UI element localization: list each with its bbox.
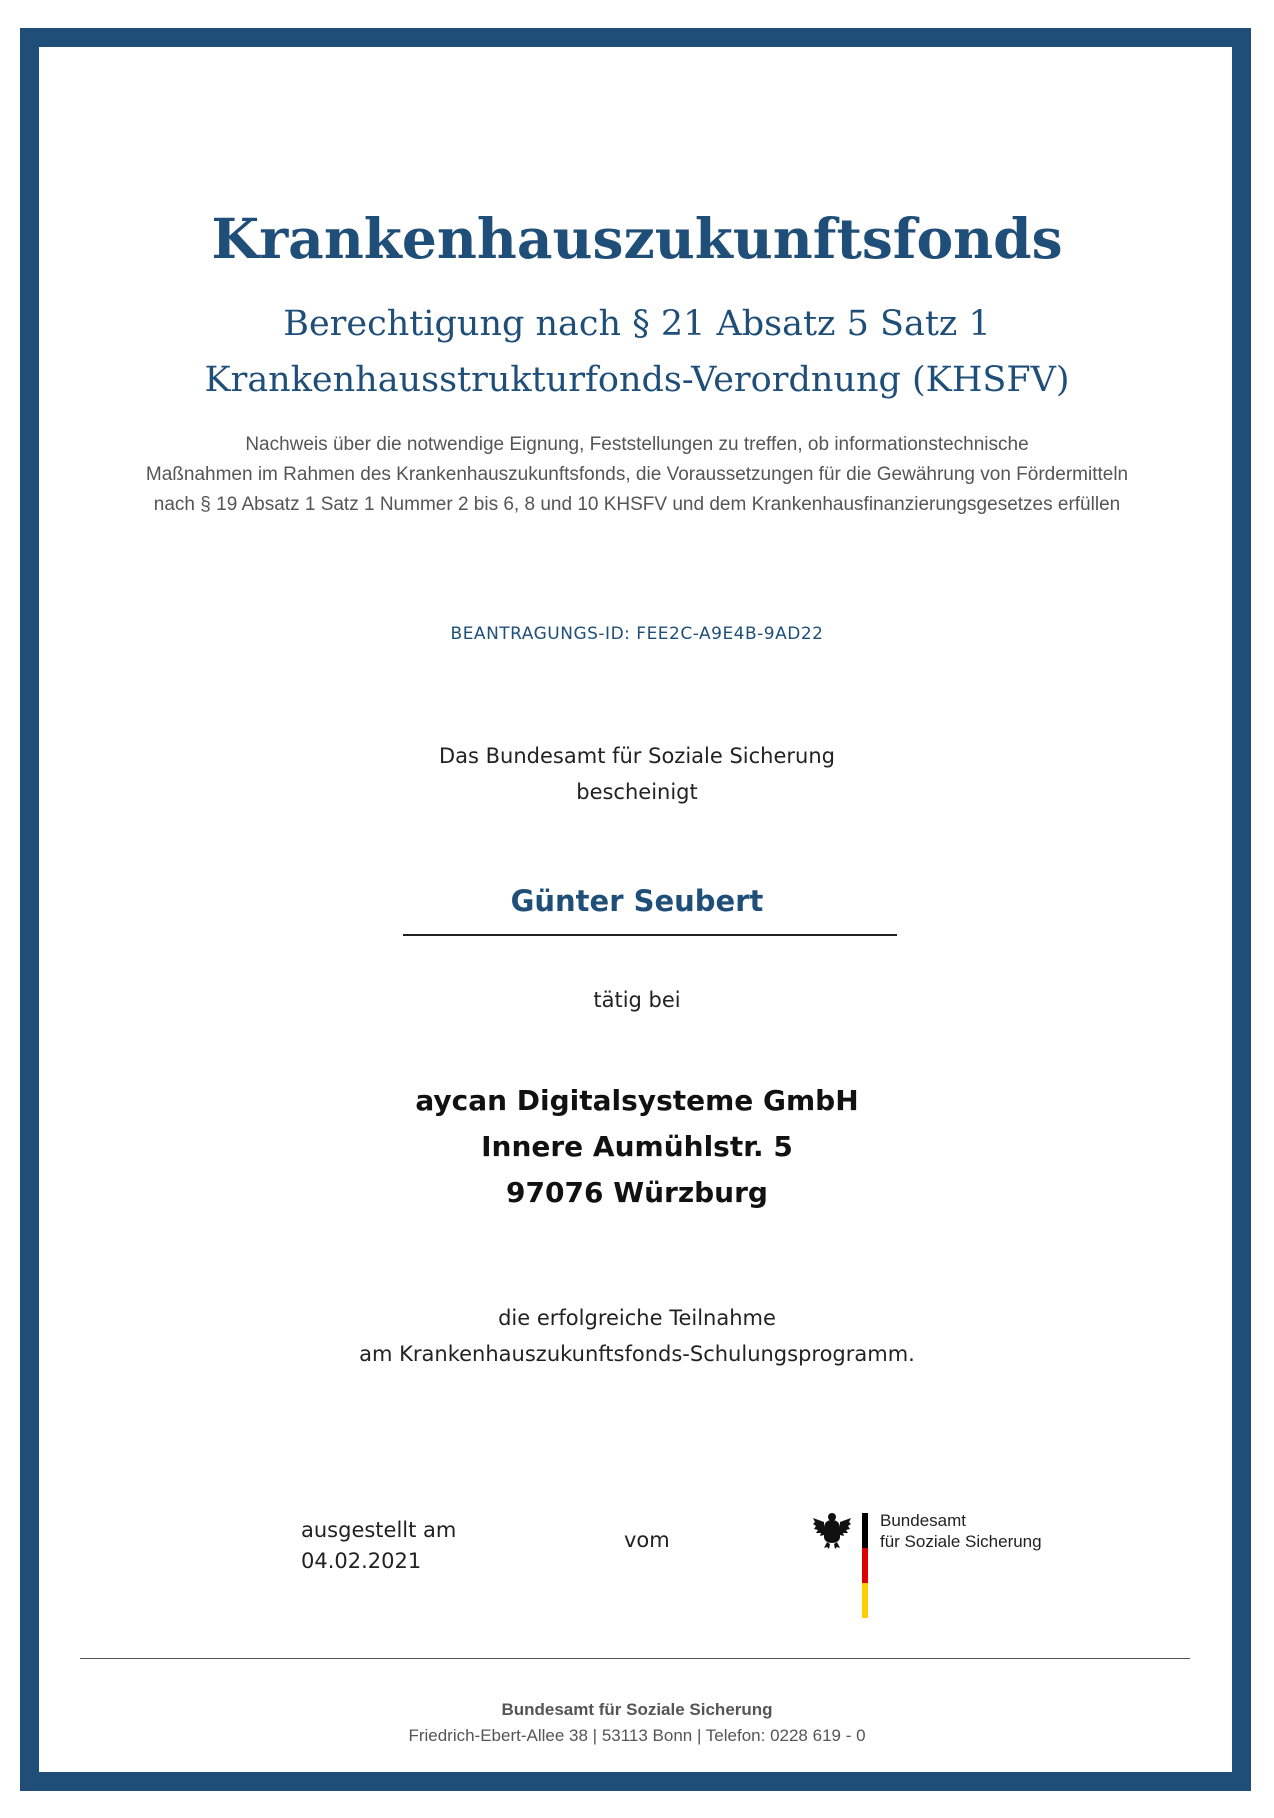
issued-date: 04.02.2021: [301, 1549, 422, 1573]
person-name: Günter Seubert: [510, 884, 764, 918]
footer-address: Friedrich-Ebert-Allee 38 | 53113 Bonn | Telefon: 0228 619 - 0: [408, 1726, 866, 1745]
company-street: Innere Aumühlstr. 5: [481, 1130, 793, 1163]
application-id: BEANTRAGUNGS-ID: FEE2C-A9E4B-9AD22: [450, 624, 824, 644]
document-subtitle: [0, 296, 1274, 408]
certify-line-2: bescheinigt: [576, 780, 698, 804]
subtitle-line-2: Krankenhausstrukturfonds-Verordnung (KHSFV): [204, 360, 1070, 400]
closing-line-2: am Krankenhauszukunftsfonds-Schulungsprogramm.: [359, 1342, 915, 1366]
description-line-3: nach § 19 Absatz 1 Satz 1 Nummer 2 bis 6, 8 und 10 KHSFV und dem Krankenhausfinanzierungsgesetzes erfüllen: [153, 494, 1121, 515]
certify-line-1: Das Bundesamt für Soziale Sicherung: [439, 744, 835, 768]
company-address: [0, 1078, 1274, 1216]
logo-org-line-1: Bundesamt: [880, 1511, 966, 1530]
certify-statement: [0, 738, 1274, 810]
subtitle-line-1: Berechtigung nach § 21 Absatz 5 Satz 1: [283, 304, 991, 344]
closing-line-1: die erfolgreiche Teilnahme: [498, 1306, 776, 1330]
flag-gold: [862, 1583, 868, 1618]
footer-org: Bundesamt für Soziale Sicherung: [501, 1700, 773, 1719]
description-line-1: Nachweis über die notwendige Eignung, Feststellungen zu treffen, ob informationstechnische: [245, 434, 1029, 455]
logo-org-name: [880, 1510, 1042, 1552]
issued-block: [301, 1515, 456, 1577]
bas-logo: [812, 1510, 1062, 1620]
flag-red: [862, 1548, 868, 1583]
federal-eagle-icon: [812, 1510, 852, 1550]
issued-label: ausgestellt am: [301, 1518, 457, 1542]
company-name: aycan Digitalsysteme GmbH: [415, 1084, 859, 1117]
closing-statement: [0, 1300, 1274, 1372]
from-label: vom: [624, 1528, 670, 1552]
flag-black: [862, 1513, 868, 1548]
document-description: [0, 430, 1274, 520]
document-title: Krankenhauszukunftsfonds: [211, 206, 1063, 271]
description-line-2: Maßnahmen im Rahmen des Krankenhauszukunftsfonds, die Voraussetzungen für die Gewährung von Fördermitteln: [145, 464, 1129, 485]
logo-org-line-2: für Soziale Sicherung: [880, 1532, 1042, 1551]
footer-divider: [80, 1658, 1190, 1659]
company-city: 97076 Würzburg: [506, 1176, 768, 1209]
german-flag-bar: [862, 1513, 868, 1618]
name-underline: [403, 934, 897, 936]
employed-at-label: tätig bei: [593, 988, 681, 1012]
